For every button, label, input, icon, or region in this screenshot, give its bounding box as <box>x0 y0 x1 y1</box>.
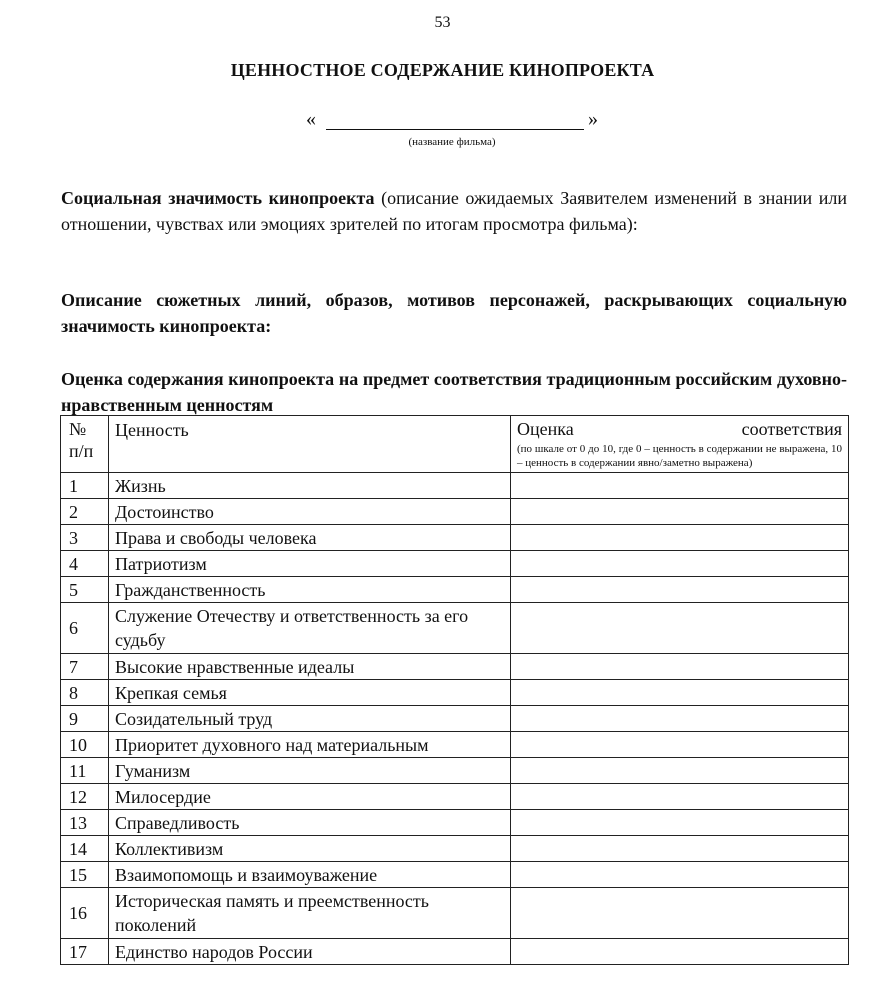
row-value: Историческая память и преемственность поколений <box>109 888 511 939</box>
row-score-cell[interactable] <box>511 758 849 784</box>
row-number: 2 <box>61 499 109 525</box>
row-score-cell[interactable] <box>511 551 849 577</box>
row-score-cell[interactable] <box>511 732 849 758</box>
row-score-cell[interactable] <box>511 680 849 706</box>
row-value: Достоинство <box>109 499 511 525</box>
page-number: 53 <box>434 14 451 31</box>
row-number: 10 <box>61 732 109 758</box>
film-name-field <box>306 108 598 132</box>
row-score-cell[interactable] <box>511 784 849 810</box>
row-score-cell[interactable] <box>511 862 849 888</box>
row-number: 1 <box>61 473 109 499</box>
row-number: 12 <box>61 784 109 810</box>
row-score-cell[interactable] <box>511 836 849 862</box>
table-row <box>61 603 849 654</box>
assessment-heading-text: Оценка содержания кинопроекта на предмет соответствия традиционным российским духовно-нравственным ценностям <box>61 369 847 415</box>
row-number: 8 <box>61 680 109 706</box>
header-number-abbrev: п/п <box>69 441 94 461</box>
plot-description-text: Описание сюжетных линий, образов, мотивов персонажей, раскрывающих социальную значимость кинопроекта: <box>61 290 847 336</box>
row-number: 13 <box>61 810 109 836</box>
row-value: Взаимопомощь и взаимоуважение <box>109 862 511 888</box>
row-number: 7 <box>61 654 109 680</box>
row-score-cell[interactable] <box>511 499 849 525</box>
row-number: 17 <box>61 939 109 965</box>
row-value: Крепкая семья <box>109 680 511 706</box>
row-value: Служение Отечеству и ответственность за его судьбу <box>109 603 511 654</box>
table-row <box>61 784 849 810</box>
row-score-cell[interactable] <box>511 525 849 551</box>
row-value: Приоритет духовного над материальным <box>109 732 511 758</box>
table-row <box>61 732 849 758</box>
row-score-cell[interactable] <box>511 577 849 603</box>
header-score-note: (по шкале от 0 до 10, где 0 – ценность в содержании не выражена, 10 – ценность в содержании явно/заметно выражена) <box>517 443 842 469</box>
assessment-heading <box>61 366 847 418</box>
close-quote: » <box>588 108 598 130</box>
row-score-cell[interactable] <box>511 706 849 732</box>
row-score-cell[interactable] <box>511 603 849 654</box>
row-score-cell[interactable] <box>511 939 849 965</box>
table-row <box>61 577 849 603</box>
header-score-cell <box>511 416 849 473</box>
row-number: 6 <box>61 603 109 654</box>
header-number-cell <box>61 416 109 473</box>
open-quote: « <box>306 108 316 130</box>
table-row <box>61 525 849 551</box>
row-value: Милосердие <box>109 784 511 810</box>
row-score-cell[interactable] <box>511 473 849 499</box>
row-value: Гражданственность <box>109 577 511 603</box>
row-value: Права и свободы человека <box>109 525 511 551</box>
row-number: 11 <box>61 758 109 784</box>
table-row <box>61 888 849 939</box>
table-row <box>61 473 849 499</box>
table-header-row <box>61 416 849 473</box>
row-value: Справедливость <box>109 810 511 836</box>
row-number: 9 <box>61 706 109 732</box>
row-number: 15 <box>61 862 109 888</box>
row-value: Единство народов России <box>109 939 511 965</box>
social-significance-heading: Социальная значимость кинопроекта <box>61 188 375 208</box>
social-significance-description: (описание ожидаемых Заявителем изменений в знании или отношении, чувствах или эмоциях зрителей по итогам просмотра фильма): <box>61 188 848 234</box>
social-significance-paragraph <box>61 185 847 237</box>
table-row <box>61 810 849 836</box>
plot-description-heading <box>61 287 847 339</box>
row-value: Патриотизм <box>109 551 511 577</box>
row-value: Высокие нравственные идеалы <box>109 654 511 680</box>
row-value: Гуманизм <box>109 758 511 784</box>
table-row <box>61 939 849 965</box>
film-name-underline <box>326 129 584 130</box>
row-score-cell[interactable] <box>511 810 849 836</box>
row-value: Коллективизм <box>109 836 511 862</box>
table-row <box>61 654 849 680</box>
film-name-caption: (название фильма) <box>408 136 496 148</box>
table-row <box>61 680 849 706</box>
row-value: Созидательный труд <box>109 706 511 732</box>
row-number: 5 <box>61 577 109 603</box>
table-row <box>61 551 849 577</box>
row-number: 16 <box>61 888 109 939</box>
row-score-cell[interactable] <box>511 888 849 939</box>
header-score-word2: соответствия <box>741 419 842 439</box>
table-row <box>61 836 849 862</box>
table-row <box>61 758 849 784</box>
document-title: ЦЕННОСТНОЕ СОДЕРЖАНИЕ КИНОПРОЕКТА <box>230 60 655 80</box>
table-row <box>61 862 849 888</box>
header-number-symbol: № <box>69 419 87 439</box>
header-value-cell: Ценность <box>109 416 511 473</box>
values-table <box>60 415 849 965</box>
row-number: 4 <box>61 551 109 577</box>
table-row <box>61 706 849 732</box>
row-number: 14 <box>61 836 109 862</box>
row-score-cell[interactable] <box>511 654 849 680</box>
row-number: 3 <box>61 525 109 551</box>
header-score-word1: Оценка <box>517 419 574 439</box>
row-value: Жизнь <box>109 473 511 499</box>
table-row <box>61 499 849 525</box>
